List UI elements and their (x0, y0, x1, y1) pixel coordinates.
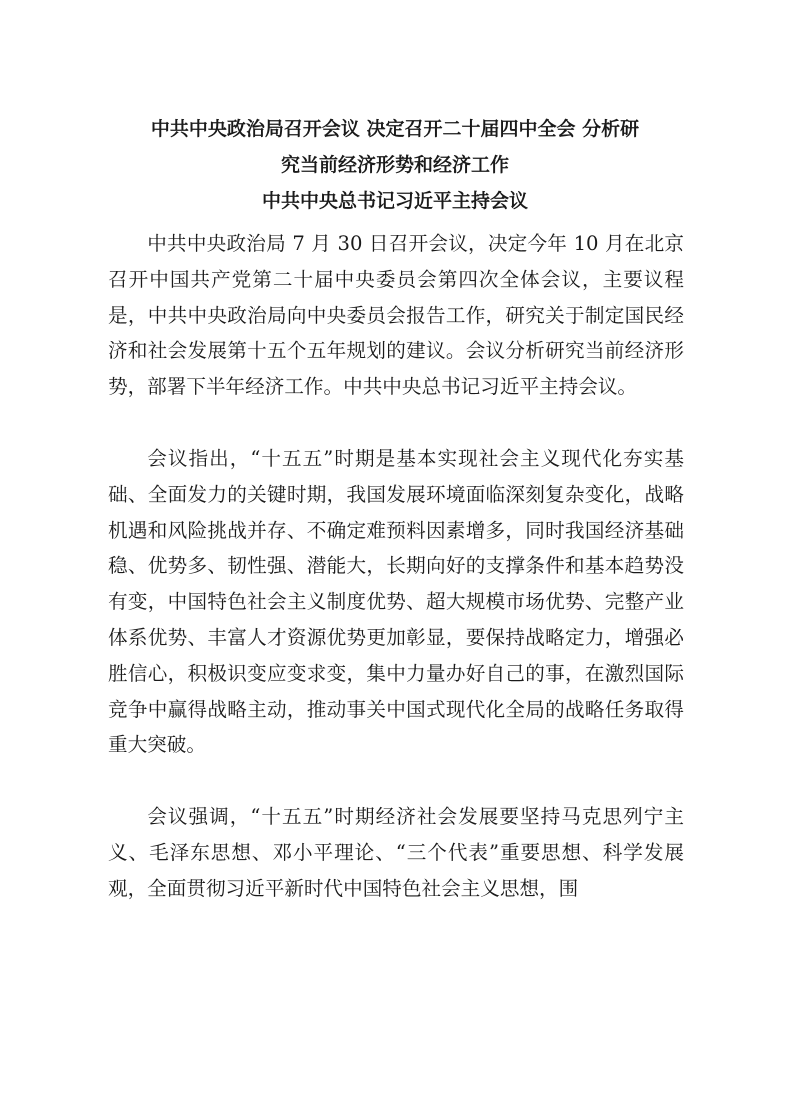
document-title (100, 111, 690, 219)
title-line-3: 中共中央总书记习近平主持会议 (261, 190, 528, 212)
paragraph-3: 会议强调，“十五五”时期经济社会发展要坚持马克思列宁主义、毛泽东思想、邓小平理论、“三个代表”重要思想、科学发展观，全面贯彻习近平新时代中国特色社会主义思想，围 (108, 805, 684, 900)
paragraph-1: 中共中央政治局 7 月 30 日召开会议，决定今年 10 月在北京召开中国共产党第二十届中央委员会第四次全体会议，主要议程是，中共中央政治局向中央委员会报告工作，研究关于制定国民经济和社会发展第十五个五年规划的建议。会议分析研究当前经济形势，部署下半年经济工作。中共中央总书记习近平主持会议。 (108, 232, 684, 399)
document-body (108, 226, 684, 907)
title-line-1: 中共中央政治局召开会议 决定召开二十届四中全会 分析研 (150, 118, 640, 140)
title-line-2: 究当前经济形势和经济工作 (280, 154, 509, 176)
paragraph-2: 会议指出，“十五五”时期是基本实现社会主义现代化夯实基础、全面发力的关键时期，我国发展环境面临深刻复杂变化，战略机遇和风险挑战并存、不确定难预料因素增多，同时我国经济基础稳、优势多、韧性强、潜能大，长期向好的支撑条件和基本趋势没有变，中国特色社会主义制度优势、超大规模市场优势、完整产业体系优势、丰富人才资源优势更加彰显，要保持战略定力，增强必胜信心，积极识变应变求变，集中力量办好自己的事，在激烈国际竞争中赢得战略主动，推动事关中国式现代化全局的战略任务取得重大突破。 (108, 446, 684, 757)
